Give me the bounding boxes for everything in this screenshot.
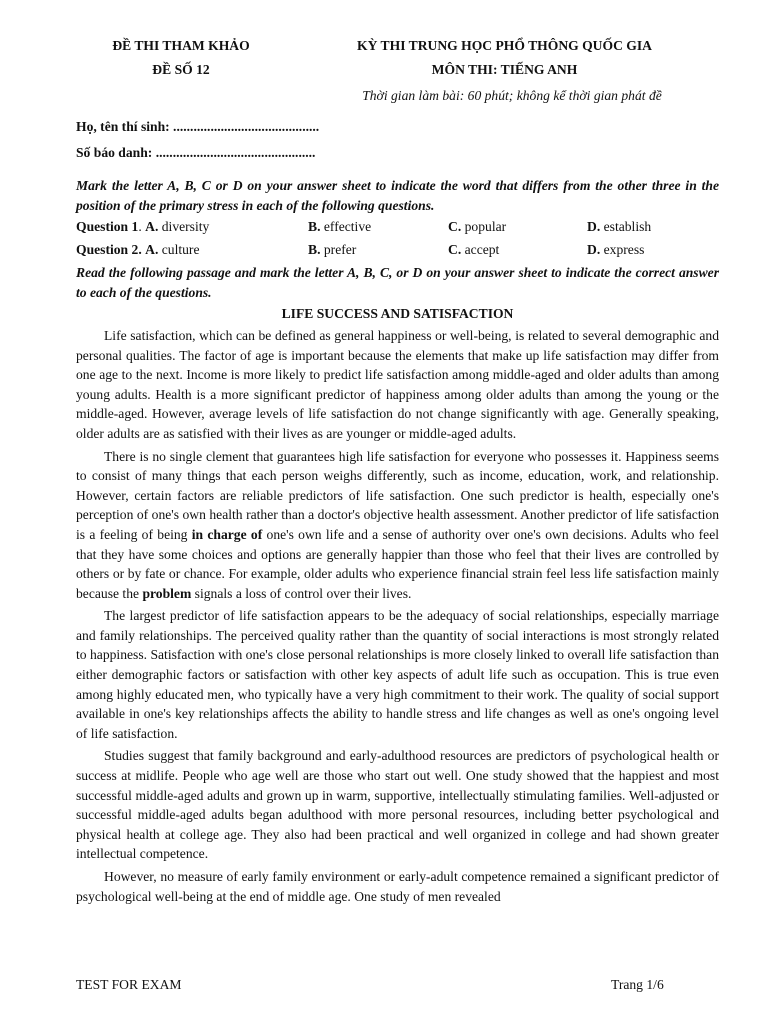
question-row: Question 1. A. diversity B. effective C. popular D. establish bbox=[76, 219, 652, 235]
option-text: establish bbox=[603, 219, 652, 235]
option-text: diversity bbox=[161, 219, 210, 235]
option-letter: D. bbox=[587, 219, 601, 235]
exam-type-label: ĐỀ THI THAM KHẢO bbox=[112, 38, 250, 53]
option-text: popular bbox=[464, 219, 507, 235]
candidate-id-line: Số báo danh: ............................................... bbox=[76, 145, 316, 160]
question-row bbox=[76, 238, 719, 261]
exam-title: KỲ THI TRUNG HỌC PHỔ THÔNG QUỐC GIA bbox=[357, 38, 652, 53]
highlighted-word: problem bbox=[142, 585, 192, 601]
option-letter: B. bbox=[308, 219, 321, 235]
time-note: Thời gian làm bài: 60 phút; không kể thời gian phát đề bbox=[362, 88, 662, 103]
question-label: Question 1 bbox=[76, 219, 139, 235]
passage-paragraph-4: Studies suggest that family background and early-adulthood resources are predictors of psychological health or success at midlife. People who age well are those who start out well. One study showed that the happiest and most successful middle-aged adults and grown up in warm, supportive, intellectually stimulating families. Well-adjusted or successful middle-aged adults began adulthood with more personal resources, including better psychological and physical health at college age. They also had been practical and well organized in college and had shown greater intellectual competence. bbox=[76, 748, 719, 862]
option-letter: B. bbox=[308, 242, 321, 258]
subject-title: MÔN THI: TIẾNG ANH bbox=[431, 62, 578, 77]
option-text: prefer bbox=[323, 242, 357, 258]
passage-paragraph-5: However, no measure of early family environment or early-adult competence remained a significant predictor of psychological well-being at the end of middle age. One study of men revealed bbox=[76, 869, 719, 904]
option-letter: C. bbox=[448, 242, 462, 258]
footer-left: TEST FOR EXAM bbox=[76, 977, 182, 992]
candidate-name-line: Họ, tên thí sinh: ........................................... bbox=[76, 119, 320, 134]
option-letter: C. bbox=[448, 219, 462, 235]
option-text: effective bbox=[323, 219, 372, 235]
paragraph-text: There is no single clement that guarantees high life satisfaction for everyone who possesses it. Happiness seems to consist of many things that each person weighs differently, such as income, education, work, and relationship. However, certain factors are reliable predictors of life satisfaction. One such predictor is health, especially one's perception of one's own health rather than a doctor's objective health assessment. Another predictor of life satisfaction is a feeling of being bbox=[76, 448, 719, 542]
option-letter: D. bbox=[587, 242, 601, 258]
section2-instruction: Read the following passage and mark the letter A, B, C, or D on your answer sheet to indicate the correct answer to each of the questions. bbox=[76, 265, 719, 300]
option-text: express bbox=[603, 242, 645, 258]
exam-body bbox=[76, 176, 719, 909]
passage-paragraph-1: Life satisfaction, which can be defined as general happiness or well-being, is related to several demographic and personal qualities. The factor of age is important because the elements that make up life satisfaction may differ from one age to the next. Income is more likely to predict life satisfaction among middle-aged and older adults than among young adults. Health is a more significant predictor of happiness among older adults than among the young or the middle-aged. However, average levels of life satisfaction do not change significantly with age. Generally speaking, older adults are as satisfied with their lives as are younger or middle-aged adults. bbox=[76, 327, 719, 441]
exam-number-label: ĐỀ SỐ 12 bbox=[152, 62, 210, 77]
question-label: Question 2. bbox=[76, 242, 142, 258]
section1-instruction: Mark the letter A, B, C or D on your answer sheet to indicate the word that differs from the other three in the position of the primary stress in each of the following questions. bbox=[76, 178, 719, 213]
passage-paragraph-3: The largest predictor of life satisfaction appears to be the adequacy of social relationships, especially marriage and family relationships. The perceived quality rather than the quantity of social interactions is most strongly related to happiness. Satisfaction with one's close personal relationships is more closely linked to overall life satisfaction than either demographic factors or satisfaction with other key aspects of adult life such as occupation. This is true even among highly educated men, who typically have a very high commitment to their work. The quality of social support available in one's key relationships affects the ability to handle stress and life changes as well as one's ongoing level of life satisfaction. bbox=[76, 608, 719, 741]
page-number: Trang 1/6 bbox=[611, 977, 664, 992]
option-letter: A. bbox=[145, 219, 159, 235]
passage-paragraph-2 bbox=[76, 447, 719, 604]
option-letter: A. bbox=[145, 242, 159, 258]
paragraph-text: signals a loss of control over their lives. bbox=[191, 585, 412, 601]
paragraph-text: one's own life and a sense of authority over one's own decisions. Adults who feel that they have some choices and options are generally happier than those who feel that their lives are controlled by others or by fate or chance. For example, older adults who experience financial strain feel less life satisfaction mainly because the bbox=[76, 526, 720, 601]
option-text: culture bbox=[161, 242, 200, 258]
highlighted-phrase: in charge of bbox=[191, 526, 263, 542]
passage-title: LIFE SUCCESS AND SATISFACTION bbox=[281, 306, 514, 322]
option-text: accept bbox=[464, 242, 500, 258]
